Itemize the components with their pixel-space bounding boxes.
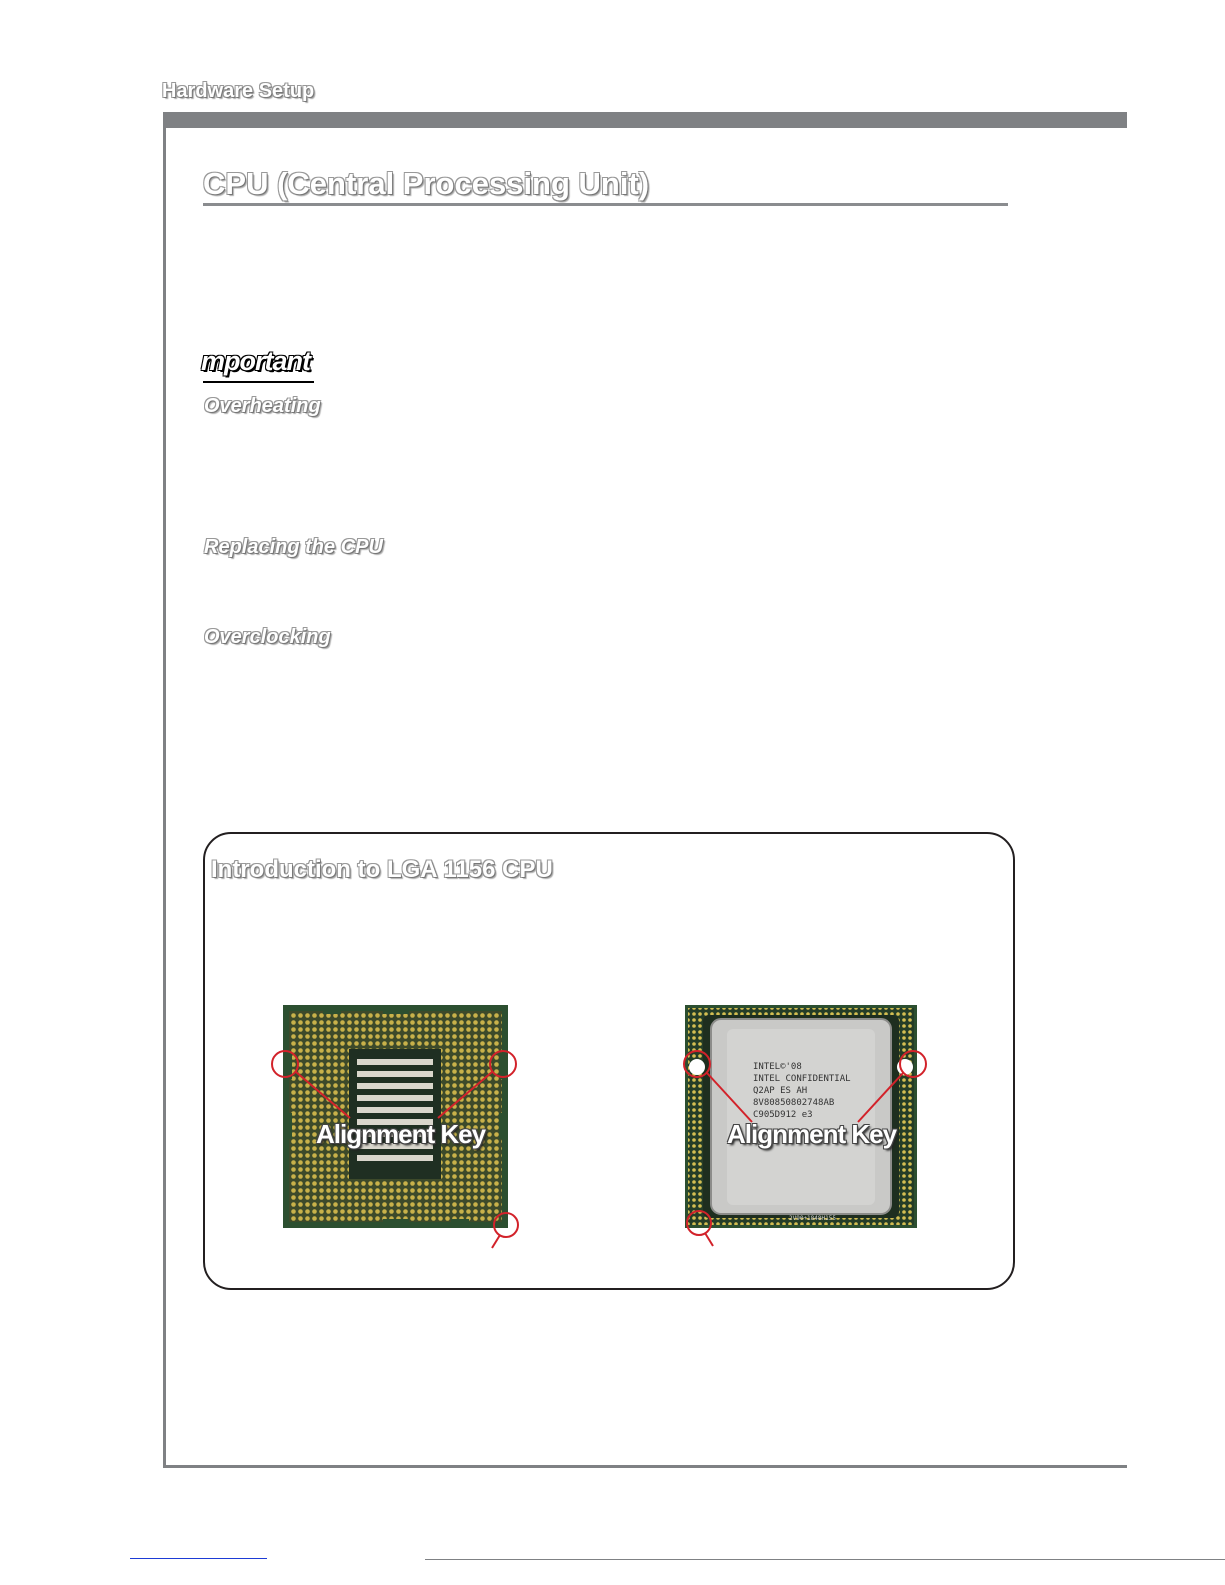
cpu-bottom-code: 2V90+1848H155: [789, 1215, 836, 1222]
cpu-marking-line-2: INTEL CONFIDENTIAL: [753, 1074, 851, 1084]
alignment-key-label-left: Alignment Key: [316, 1119, 486, 1149]
important-heading: mportant: [201, 346, 310, 376]
bottom-rule: [163, 1465, 1127, 1468]
footer-link-underline: [130, 1558, 267, 1559]
cpu-bottom-photo: [283, 1005, 508, 1228]
footer-rule: [425, 1559, 1225, 1560]
cpu-marking-line-4: 8V80850802748AB: [753, 1098, 835, 1108]
alignment-key-label-right: Alignment Key: [727, 1119, 897, 1149]
cpu-marking-line-5: C905D912 e3: [753, 1110, 813, 1120]
title-underline: [203, 203, 1008, 206]
important-underline: [203, 381, 314, 383]
cpu-marking-line-1: INTEL©'08: [753, 1062, 802, 1072]
section-label: Hardware Setup: [162, 80, 315, 102]
left-margin-rule: [163, 112, 166, 1468]
subheading-replacing-cpu: Replacing the CPU: [204, 536, 383, 558]
intro-box-title: Introduction to LGA 1156 CPU: [211, 856, 553, 883]
subheading-overheating: Overheating: [204, 395, 321, 417]
cpu-top-photo: [685, 1005, 917, 1228]
page-title: CPU (Central Processing Unit): [203, 166, 650, 201]
subheading-overclocking: Overclocking: [204, 626, 331, 648]
header-bar: [165, 112, 1127, 128]
cpu-marking-line-3: Q2AP ES AH: [753, 1086, 808, 1096]
